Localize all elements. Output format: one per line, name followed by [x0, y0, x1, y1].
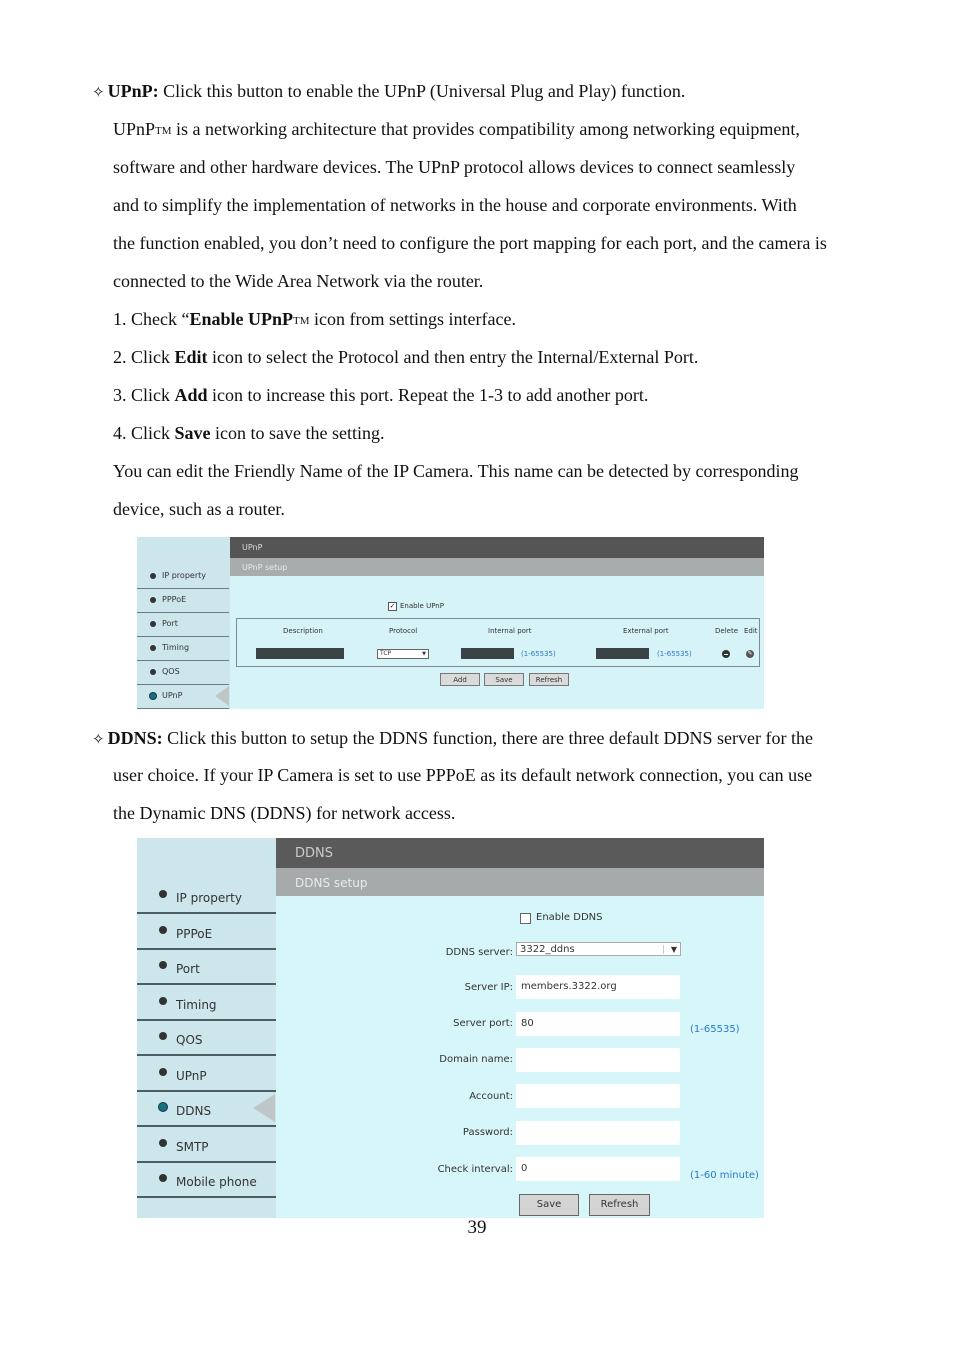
upnp-step-4 — [113, 423, 384, 443]
description-input[interactable] — [256, 648, 344, 659]
enable-ddns-label: Enable DDNS — [536, 912, 603, 923]
sidebar-label: Port — [176, 962, 200, 976]
upnp-intro-line-1 — [113, 119, 800, 139]
save-button[interactable]: Save — [484, 673, 524, 686]
sidebar-item-qos[interactable] — [137, 661, 229, 685]
ddns-line-1: user choice. If your IP Camera is set to use PPPoE as its default network connection, you can use — [113, 765, 813, 785]
internal-port-input[interactable] — [461, 648, 514, 659]
check-interval-hint: (1-60 minute) — [690, 1170, 759, 1181]
external-port-input[interactable] — [596, 648, 649, 659]
step-4-bold: Save — [174, 423, 211, 443]
sidebar-label: PPPoE — [176, 927, 213, 941]
upnp-heading: UPnP: — [107, 81, 159, 101]
account-input[interactable] — [516, 1084, 680, 1108]
sidebar-label: Timing — [176, 998, 217, 1012]
enable-upnp-label: Enable UPnP — [400, 602, 444, 610]
step-4-post: icon to save the setting. — [210, 423, 385, 443]
enable-ddns-checkbox[interactable] — [520, 913, 531, 924]
header-title: DDNS — [295, 846, 333, 861]
ddns-bullet-line — [92, 728, 813, 749]
add-button[interactable]: Add — [440, 673, 480, 686]
ddns-server-label: DDNS server: — [445, 947, 513, 958]
column-edit: Edit — [744, 627, 758, 635]
upnp-subheader — [230, 558, 764, 576]
upnp-intro-text: is a networking architecture that provides compatibility among networking equipment, — [176, 119, 800, 139]
upnp-step-2 — [113, 347, 698, 367]
sidebar-item-port[interactable] — [137, 613, 229, 637]
upnp-intro-line-3: and to simplify the implementation of networks in the house and corporate environments. With — [113, 195, 797, 215]
save-button[interactable]: Save — [519, 1194, 579, 1216]
domain-name-input[interactable] — [516, 1048, 680, 1072]
sidebar-label: Timing — [162, 643, 190, 652]
upnp-bullet-line — [92, 81, 685, 102]
ddns-server-select[interactable] — [516, 942, 681, 956]
upnp-heading-text: Click this button to enable the UPnP (Universal Plug and Play) function. — [158, 81, 686, 101]
edit-icon[interactable]: ✎ — [747, 650, 753, 657]
upnp-intro-line-5: connected to the Wide Area Network via the router. — [113, 271, 484, 291]
server-port-hint: (1-65535) — [690, 1024, 740, 1035]
upnp-sidebar — [137, 537, 230, 709]
diamond-bullet-icon: ✧ — [92, 83, 105, 101]
diamond-bullet-icon: ✧ — [92, 730, 105, 748]
sidebar-label: QOS — [176, 1033, 203, 1047]
upnp-settings-screenshot — [137, 537, 764, 709]
protocol-value: TCP — [380, 650, 392, 657]
radio-dot-icon — [159, 961, 167, 969]
ddns-line-2: the Dynamic DNS (DDNS) for network access. — [113, 803, 456, 823]
sidebar-label: Port — [162, 619, 178, 628]
header-title: UPnP — [242, 543, 263, 552]
step-4-pre: 4. Click — [113, 423, 175, 443]
ddns-subheader — [276, 868, 764, 896]
friendly-name-line-2: device, such as a router. — [113, 499, 285, 519]
column-description: Description — [283, 627, 323, 635]
page-number: 39 — [467, 1217, 487, 1238]
radio-dot-icon — [159, 1139, 167, 1147]
sidebar-label: UPnP — [162, 691, 183, 700]
sidebar-label: SMTP — [176, 1140, 209, 1154]
step-3-pre: 3. Click — [113, 385, 175, 405]
refresh-button[interactable]: Refresh — [589, 1194, 650, 1216]
sidebar-item-timing[interactable] — [137, 637, 229, 661]
upnp-intro-line-2: software and other hardware devices. The UPnP protocol allows devices to connect seamlessly — [113, 157, 796, 177]
radio-dot-icon — [150, 621, 156, 627]
sidebar-label: IP property — [176, 891, 242, 905]
password-input[interactable] — [516, 1121, 680, 1145]
sidebar-item-ip-property[interactable] — [137, 565, 229, 589]
active-pointer-icon — [215, 686, 229, 706]
server-ip-label: Server IP: — [464, 982, 513, 993]
server-port-input[interactable]: 80 — [516, 1012, 680, 1036]
upnp-intro-line-4: the function enabled, you don’t need to configure the port mapping for each port, and the camera is — [113, 233, 827, 253]
radio-dot-icon — [159, 1068, 167, 1076]
step-2-pre: 2. Click — [113, 347, 175, 367]
radio-dot-icon — [150, 597, 156, 603]
internal-port-range: (1-65535) — [521, 650, 556, 658]
ddns-heading: DDNS: — [107, 728, 163, 748]
external-port-range: (1-65535) — [657, 650, 692, 658]
column-protocol: Protocol — [389, 627, 418, 635]
upnp-intro-lead: UPnP — [113, 119, 156, 139]
protocol-select[interactable] — [377, 649, 429, 659]
radio-dot-icon — [159, 1174, 167, 1182]
radio-dot-icon — [159, 1103, 167, 1111]
refresh-button[interactable]: Refresh — [529, 673, 569, 686]
friendly-name-line-1: You can edit the Friendly Name of the IP Camera. This name can be detected by corresponding — [113, 461, 799, 481]
step-2-post: icon to select the Protocol and then entry the Internal/External Port. — [207, 347, 699, 367]
ddns-settings-screenshot — [137, 838, 764, 1218]
upnp-step-3 — [113, 385, 648, 405]
port-mapping-table — [236, 618, 760, 667]
sidebar-label: PPPoE — [162, 595, 187, 604]
sidebar-item-pppoe[interactable] — [137, 589, 229, 613]
radio-dot-icon — [150, 645, 156, 651]
sidebar-label: IP property — [162, 571, 206, 580]
radio-dot-icon — [150, 573, 156, 579]
radio-dot-icon — [159, 926, 167, 934]
sidebar-label: UPnP — [176, 1069, 207, 1083]
step-1-tm: TM — [293, 315, 310, 327]
enable-upnp-checkbox[interactable]: ✓ — [389, 602, 396, 610]
radio-dot-icon — [150, 693, 156, 699]
step-1-post: icon from settings interface. — [309, 309, 516, 329]
delete-icon[interactable] — [722, 650, 730, 658]
radio-dot-icon — [159, 1032, 167, 1040]
upnp-header — [230, 537, 764, 558]
column-internal-port: Internal port — [488, 627, 532, 635]
upnp-step-1 — [113, 309, 516, 329]
column-delete: Delete — [715, 627, 738, 635]
trademark-mark: TM — [155, 125, 172, 137]
check-interval-input[interactable]: 0 — [516, 1157, 680, 1181]
sidebar-item-ip-property[interactable] — [137, 878, 276, 914]
step-3-post: icon to increase this port. Repeat the 1-3 to add another port. — [207, 385, 649, 405]
password-label: Password: — [462, 1127, 513, 1138]
radio-dot-icon — [159, 997, 167, 1005]
step-2-bold: Edit — [174, 347, 208, 367]
check-interval-label: Check interval: — [437, 1164, 513, 1175]
radio-dot-icon — [159, 890, 167, 898]
chevron-down-icon: ▼ — [422, 651, 426, 657]
sidebar-label: DDNS — [176, 1104, 212, 1118]
ddns-server-value: 3322_ddns — [520, 944, 575, 955]
radio-dot-icon — [150, 669, 156, 675]
step-1-pre: 1. Check “ — [113, 309, 190, 329]
ddns-header — [276, 838, 764, 868]
step-1-bold: Enable UPnP — [189, 309, 294, 329]
subheader-title: DDNS setup — [295, 876, 368, 890]
server-ip-input[interactable]: members.3322.org — [516, 975, 680, 999]
account-label: Account: — [469, 1091, 513, 1102]
sidebar-label: QOS — [162, 667, 180, 676]
server-port-label: Server port: — [453, 1018, 513, 1029]
sidebar-label: Mobile phone — [176, 1175, 257, 1189]
column-external-port: External port — [623, 627, 669, 635]
ddns-heading-text: Click this button to setup the DDNS function, there are three default DDNS server for the — [162, 728, 813, 748]
domain-name-label: Domain name: — [439, 1054, 513, 1065]
subheader-title: UPnP setup — [242, 563, 288, 572]
sidebar-item-pppoe[interactable] — [137, 914, 276, 950]
chevron-down-icon: ▼ — [670, 945, 677, 954]
step-3-bold: Add — [174, 385, 208, 405]
